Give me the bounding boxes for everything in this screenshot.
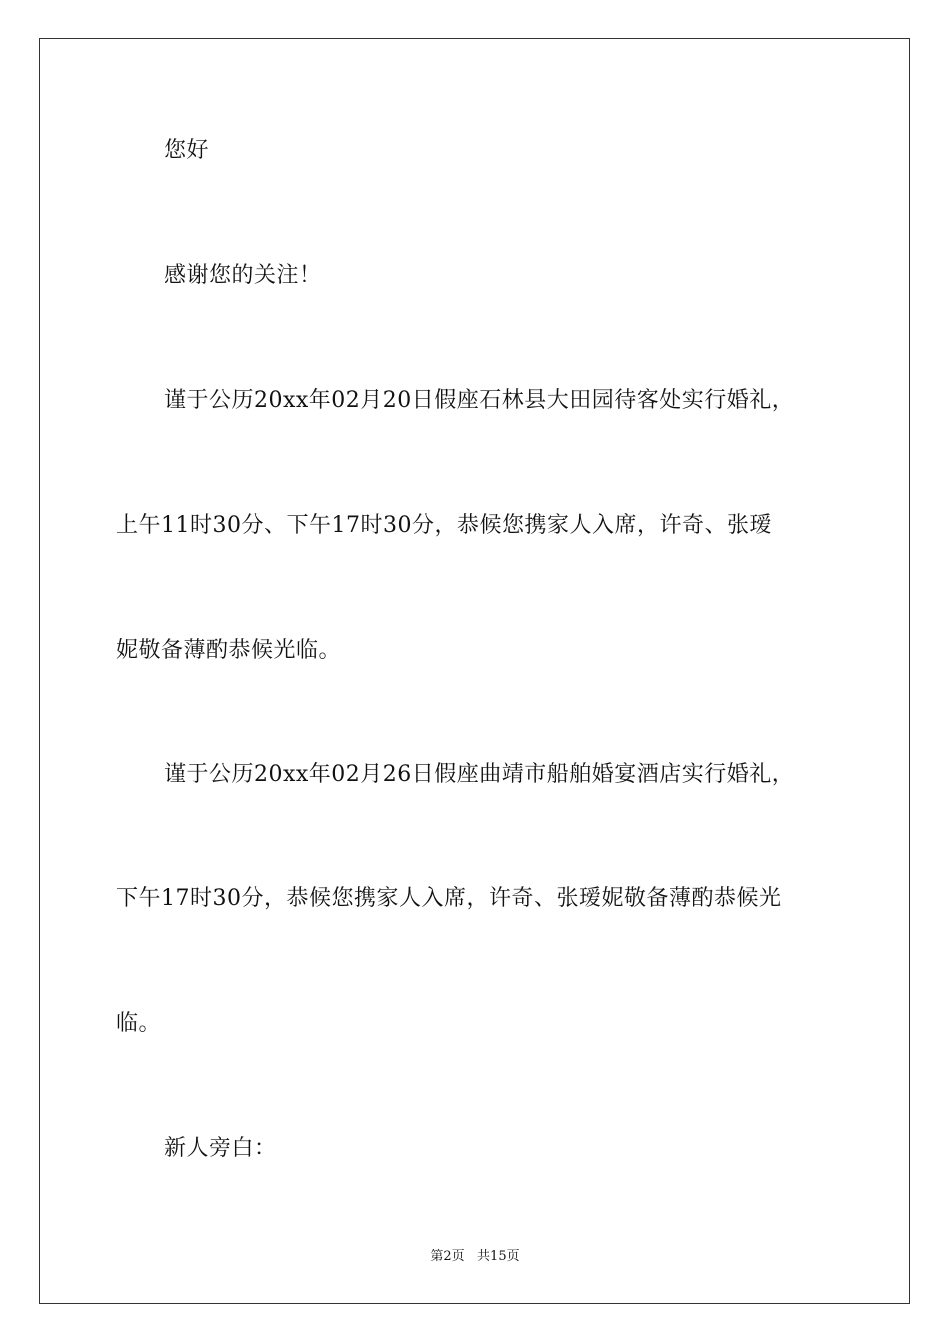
- invitation-2-line-1: 谨于公历20xx年02月26日假座曲靖市船舶婚宴酒店实行婚礼，: [164, 762, 795, 787]
- invitation-1-line-3: 妮敬备薄酌恭候光临。: [116, 638, 342, 663]
- thanks-line: 感谢您的关注！: [164, 263, 322, 288]
- greeting-line: 您好: [164, 138, 210, 163]
- page-number: 第2页 共15页: [430, 1249, 520, 1264]
- page-frame: [39, 38, 910, 1304]
- couple-narration-heading: 新人旁白：: [164, 1136, 277, 1161]
- invitation-1-line-2: 上午11时30分、下午17时30分，恭候您携家人入席，许奇、张瑷: [116, 513, 772, 538]
- invitation-2-line-3: 临。: [116, 1011, 162, 1036]
- invitation-1-line-1: 谨于公历20xx年02月20日假座石林县大田园待客处实行婚礼，: [164, 388, 795, 413]
- invitation-2-line-2: 下午17时30分，恭候您携家人入席，许奇、张瑷妮敬备薄酌恭候光: [116, 886, 782, 911]
